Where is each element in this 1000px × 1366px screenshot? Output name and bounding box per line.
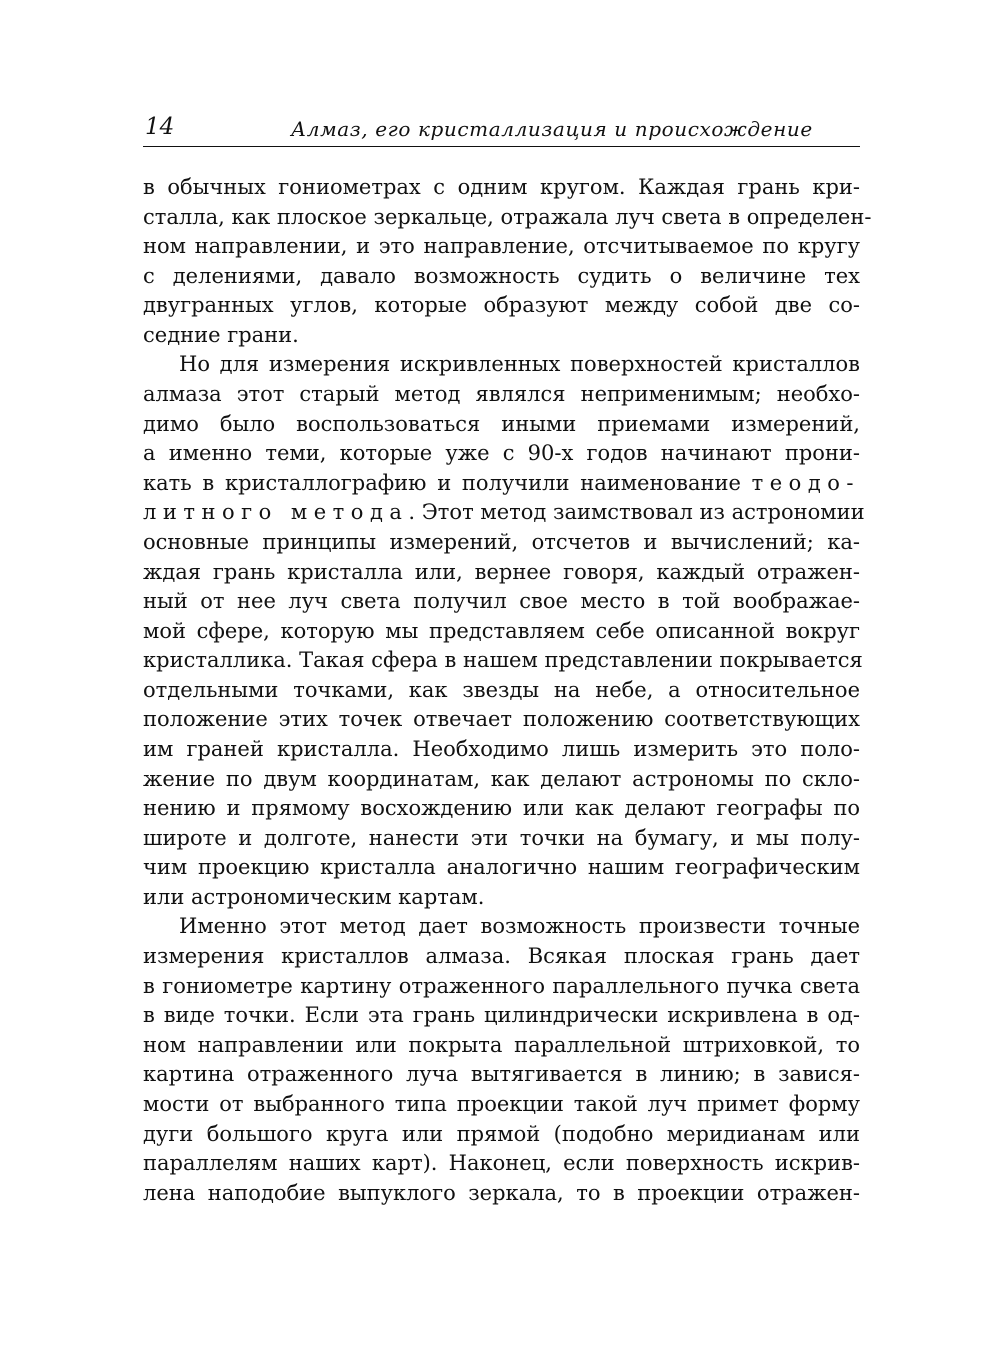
text-line: основные принципы измерений, отсчетов и вычислений; ка-: [143, 529, 860, 554]
text-line: отдельными точками, как звезды на небе, а относительное: [143, 677, 860, 702]
text-line: лена наподобие выпуклого зеркала, то в проекции отражен-: [143, 1180, 860, 1205]
text-line: широте и долготе, нанести эти точки на бумагу, и мы полу-: [143, 825, 860, 850]
text-line: или астрономическим картам.: [143, 884, 485, 909]
spaced-term: теодо-: [751, 470, 860, 495]
text-line: измерения кристаллов алмаза. Всякая плоская грань дает: [143, 944, 860, 969]
text-line: им граней кристалла. Необходимо лишь измерить это поло-: [143, 736, 860, 761]
text-line: двугранных углов, которые образуют между собой две со-: [143, 293, 860, 318]
text-line: в виде точки. Если эта грань цилиндрически искривлена в од-: [143, 1003, 860, 1028]
text-line: алмаза этот старый метод являлся неприменимым; необхо-: [143, 382, 860, 407]
text-line: жение по двум координатам, как делают астрономы по скло-: [143, 766, 860, 791]
text-line: ждая грань кристалла или, вернее говоря, каждый отражен-: [143, 559, 860, 584]
running-title: Алмаз, его кристаллизация и происхождение: [291, 117, 813, 141]
text-line: кристаллика. Такая сфера в нашем представлении покрывается: [143, 648, 863, 673]
text-line: Но для измерения искривленных поверхностей кристаллов: [179, 352, 860, 377]
body-text: [143, 173, 872, 1208]
text-line: параллелям наших карт). Наконец, если поверхность искрив-: [143, 1151, 860, 1176]
text-line: ный от нее луч света получил свое место в той воображае-: [143, 589, 860, 614]
text-line: чим проекцию кристалла аналогично нашим географическим: [143, 855, 860, 880]
text-line: картина отраженного луча вытягивается в линию; в завися-: [143, 1062, 860, 1087]
page-header: [143, 114, 860, 147]
text-line: мости от выбранного типа проекции такой луч примет форму: [143, 1091, 860, 1116]
text-line: в гониометре картину отраженного параллельного пучка света: [143, 973, 860, 998]
spaced-term: литного метода: [143, 500, 409, 525]
text-line: положение этих точек отвечает положению соответствующих: [143, 707, 860, 732]
text-line: а именно теми, которые уже с 90-х годов начинают прони-: [143, 441, 860, 466]
text-line: сталла, как плоское зеркальце, отражала луч света в определен-: [143, 204, 872, 229]
page-number: 14: [145, 114, 175, 140]
text-line: ном направлении или покрыта параллельной штриховкой, то: [143, 1032, 860, 1057]
text-fragment: кать в кристаллографию и получили наименование: [143, 470, 752, 495]
text-line: [143, 469, 860, 499]
text-line: дуги большого круга или прямой (подобно меридианам или: [143, 1121, 860, 1146]
text-line: седние грани.: [143, 322, 299, 347]
text-line: с делениями, давало возможность судить о величине тех: [143, 263, 860, 288]
text-line: димо было воспользоваться иными приемами измерений,: [143, 411, 860, 436]
text-fragment: . Этот метод заимствовал из астрономии: [408, 500, 865, 525]
text-line: [143, 498, 865, 528]
text-line: мой сфере, которую мы представляем себе описанной вокруг: [143, 618, 860, 643]
text-line: в обычных гониометрах с одним кругом. Каждая грань кри-: [143, 175, 860, 199]
text-line: нению и прямому восхождению или как делают географы по: [143, 796, 860, 821]
text-line: Именно этот метод дает возможность произвести точные: [179, 914, 860, 939]
text-line: ном направлении, и это направление, отсчитываемое по кругу: [143, 234, 860, 259]
